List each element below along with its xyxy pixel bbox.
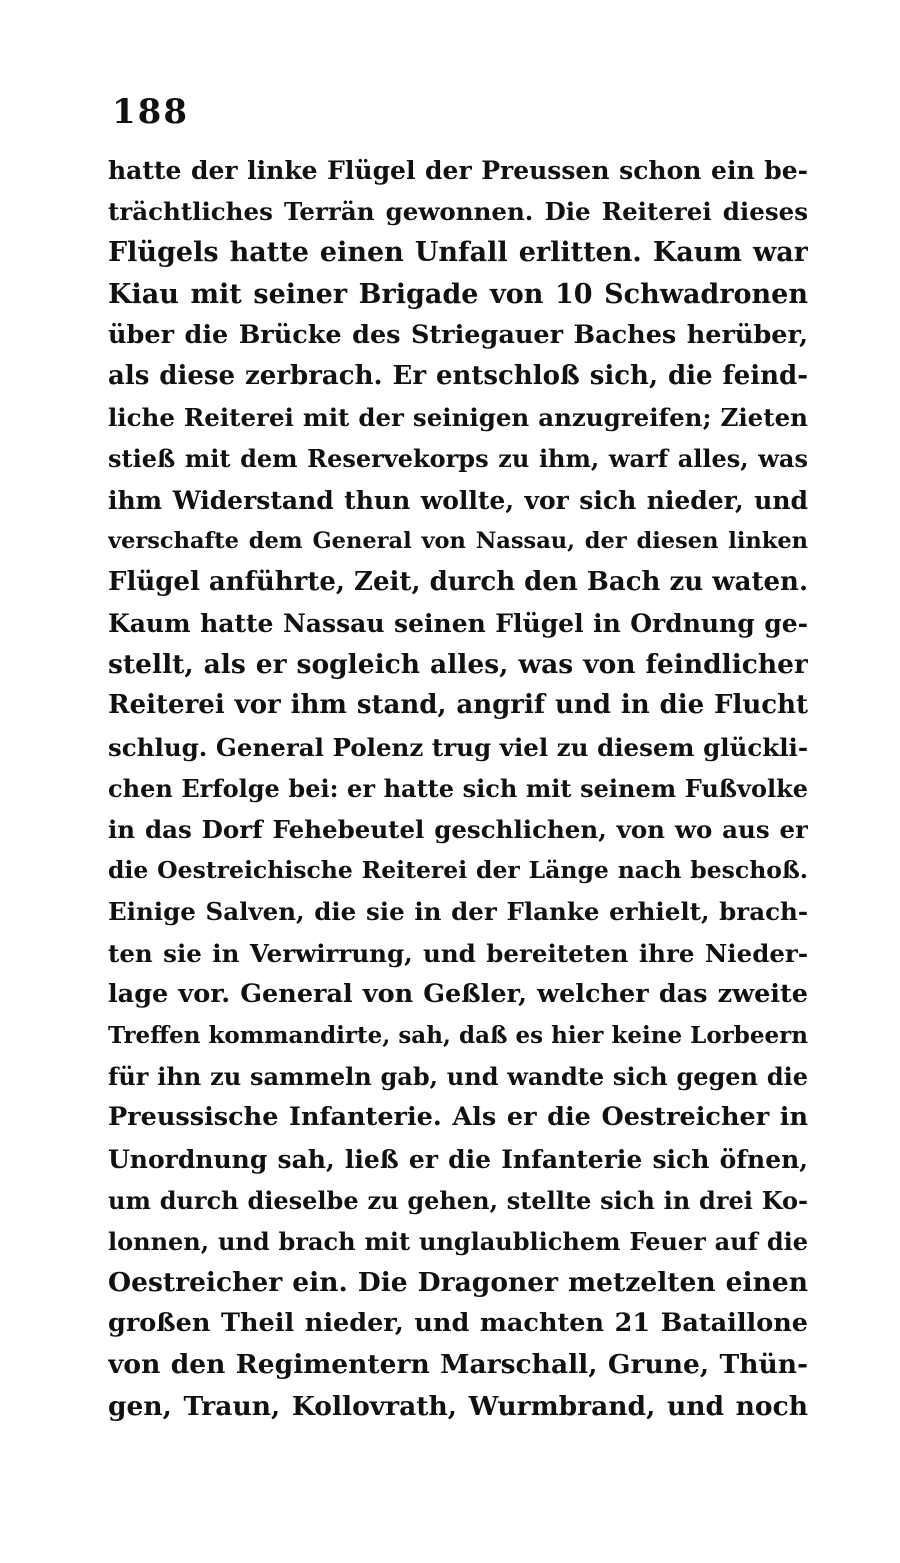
text-line: chen Erfolge bei: er hatte sich mit seinem Fußvolke	[108, 773, 808, 803]
text-line: ten sie in Verwirrung, und bereiteten ihre Nieder-	[108, 938, 808, 968]
text-line: Einige Salven, die sie in der Flanke erhielt, brach-	[108, 897, 808, 927]
text-line: großen Theil nieder, und machten 21 Bataillone	[108, 1308, 808, 1339]
text-line: Preussische Infanterie. Als er die Oestreicher in	[108, 1102, 808, 1133]
text-line: Treffen kommandirte, sah, daß es hier keine Lorbeern	[108, 1021, 808, 1049]
body-text	[108, 150, 808, 1427]
text-line: lonnen, und brach mit unglaublichem Feuer auf die	[108, 1226, 808, 1256]
text-line: über die Brücke des Striegauer Baches herüber,	[108, 319, 808, 350]
text-line: Kiau mit seiner Brigade von 10 Schwadronen	[108, 278, 808, 310]
text-line: stieß mit dem Reservekorps zu ihm, warf alles, was	[108, 444, 808, 474]
text-line: Flügel anführte, Zeit, durch den Bach zu waten.	[108, 566, 808, 597]
text-line: stellt, als er sogleich alles, was von feindlicher	[108, 649, 808, 681]
text-line: für ihn zu sammeln gab, und wandte sich gegen die	[108, 1062, 808, 1092]
text-line: als diese zerbrach. Er entschloß sich, die feind-	[108, 360, 808, 391]
text-line: gen, Traun, Kollovrath, Wurmbrand, und noch	[108, 1390, 808, 1422]
text-line: um durch dieselbe zu gehen, stellte sich in drei Ko-	[108, 1185, 808, 1215]
text-line: verschafte dem General von Nassau, der diesen linken	[108, 527, 808, 554]
text-line: trächtliches Terrän gewonnen. Die Reiterei dieses	[108, 197, 808, 227]
text-line: hatte der linke Flügel der Preussen schon ein be-	[108, 156, 808, 185]
text-line: Reiterei vor ihm stand, angrif und in die Flucht	[108, 690, 808, 721]
text-line: Flügels hatte einen Unfall erlitten. Kaum war	[108, 237, 808, 269]
text-line: schlug. General Polenz trug viel zu diesem glückli-	[108, 732, 808, 762]
text-line: ihm Widerstand thun wollte, vor sich nieder, und	[108, 485, 808, 515]
text-line: liche Reiterei mit der seinigen anzugreifen; Zieten	[108, 403, 808, 433]
text-line: von den Regimentern Marschall, Grune, Thün-	[108, 1349, 808, 1381]
text-line: Oestreicher ein. Die Dragoner metzelten einen	[108, 1267, 808, 1299]
page-number: 188	[112, 92, 189, 132]
text-line: in das Dorf Fehebeutel geschlichen, von wo aus er	[108, 815, 808, 844]
text-line: die Oestreichische Reiterei der Länge nach beschoß.	[108, 856, 808, 885]
text-line: Unordnung sah, ließ er die Infanterie sich öfnen,	[108, 1144, 808, 1174]
text-line: lage vor. General von Geßler, welcher das zweite	[108, 978, 808, 1009]
text-line: Kaum hatte Nassau seinen Flügel in Ordnung ge-	[108, 609, 808, 639]
